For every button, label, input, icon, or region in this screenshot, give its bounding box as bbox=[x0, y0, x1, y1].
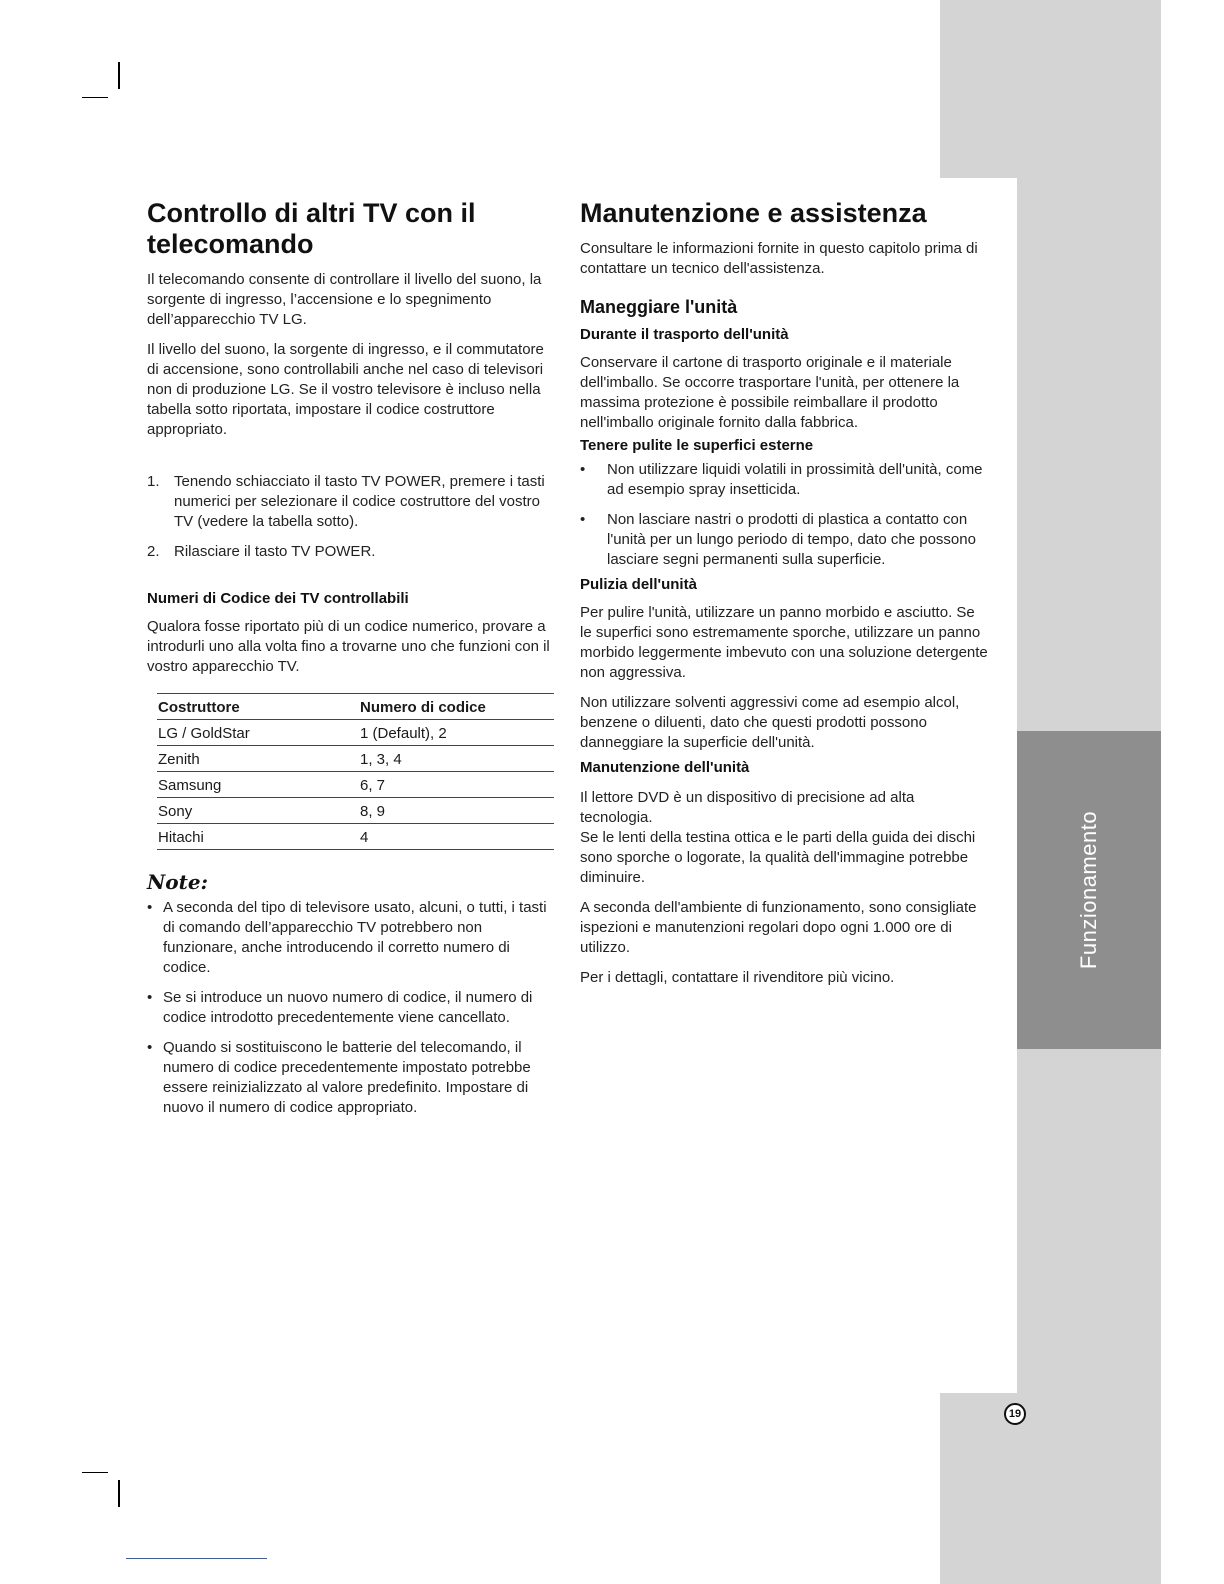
left-column bbox=[147, 198, 557, 1128]
maintenance-text-3: Per i dettagli, contattare il rivenditore più vicino. bbox=[580, 969, 895, 986]
table-header-manufacturer: Costruttore bbox=[157, 694, 359, 720]
table-row bbox=[157, 824, 554, 850]
bullet-icon: • bbox=[147, 1039, 153, 1056]
side-strip-bottom bbox=[940, 1393, 1161, 1584]
table-cell: Sony bbox=[157, 798, 359, 824]
crop-mark-bottom-horizontal bbox=[82, 1472, 108, 1473]
cleaning-text-2: Non utilizzare solventi aggressivi come ad esempio alcol, benzene o diluenti, dato che questi prodotti possono danneggiare la superficie dell'unità. bbox=[580, 694, 960, 751]
table-row bbox=[157, 746, 554, 772]
table-cell: 4 bbox=[359, 824, 554, 850]
table-cell: LG / GoldStar bbox=[157, 720, 359, 746]
crop-mark-bottom-vertical bbox=[118, 1480, 120, 1507]
crop-mark-top-horizontal bbox=[82, 97, 108, 98]
transport-text: Conservare il cartone di trasporto originale e il materiale dell'imballo. Se occorre trasportare l'unità, per ottenere la massima protezione è possibile reimballare il prodotto nell'imballo originale fornito dalla fabbrica. bbox=[580, 354, 960, 431]
handling-subtitle: Maneggiare l'unità bbox=[580, 297, 738, 317]
table-header-code: Numero di codice bbox=[359, 694, 554, 720]
maintenance-line-1: Il lettore DVD è un dispositivo di precisione ad alta tecnologia. bbox=[580, 789, 915, 826]
step-text: Tenendo schiacciato il tasto TV POWER, premere i tasti numerici per selezionare il codice costruttore del vostro TV (vedere la tabella sotto). bbox=[174, 473, 545, 530]
cleaning-text-1: Per pulire l'unità, utilizzare un panno morbido e asciutto. Se le superfici sono estremamente sporche, utilizzare un panno morbido leggermente imbevuto con una soluzione detergente non aggressiva. bbox=[580, 604, 988, 681]
table-cell: Samsung bbox=[157, 772, 359, 798]
table-cell: 6, 7 bbox=[359, 772, 554, 798]
table-cell: 1, 3, 4 bbox=[359, 746, 554, 772]
note-item bbox=[147, 1038, 557, 1118]
table-header-row bbox=[157, 694, 554, 720]
note-text: A seconda del tipo di televisore usato, alcuni, o tutti, i tasti di comando dell’apparecchio TV potrebbero non funzionare, anche introducendo il corretto numero di codice. bbox=[163, 899, 547, 976]
step-number: 1. bbox=[147, 473, 160, 490]
maintenance-text-1 bbox=[580, 788, 990, 888]
maintenance-heading: Manutenzione dell'unità bbox=[580, 759, 750, 776]
step-item bbox=[147, 472, 557, 532]
table-row bbox=[157, 772, 554, 798]
left-title: Controllo di altri TV con il telecomando bbox=[147, 198, 476, 259]
tv-codes-table bbox=[157, 693, 554, 850]
right-title: Manutenzione e assistenza bbox=[580, 198, 927, 228]
page-number: 19 bbox=[1004, 1403, 1026, 1425]
table-row bbox=[157, 720, 554, 746]
right-column bbox=[580, 198, 990, 998]
note-title: Note: bbox=[147, 870, 208, 894]
note-item bbox=[147, 898, 557, 978]
codes-intro: Qualora fosse riportato più di un codice numerico, provare a introdurli uno alla volta fino a trovarne uno che funzioni con il vostro apparecchio TV. bbox=[147, 618, 550, 675]
footer-rule bbox=[126, 1558, 267, 1559]
section-tab-label: Funzionamento bbox=[1076, 810, 1101, 970]
note-text: Se si introduce un nuovo numero di codice, il numero di codice introdotto precedentemente viene cancellato. bbox=[163, 989, 533, 1026]
bullet-icon: • bbox=[147, 899, 153, 916]
right-intro: Consultare le informazioni fornite in questo capitolo prima di contattare un tecnico dell'assistenza. bbox=[580, 240, 978, 277]
step-number: 2. bbox=[147, 543, 160, 560]
codes-heading: Numeri di Codice dei TV controllabili bbox=[147, 590, 409, 607]
section-tab bbox=[1017, 731, 1161, 1049]
transport-heading: Durante il trasporto dell'unità bbox=[580, 326, 789, 343]
maintenance-line-2: Se le lenti della testina ottica e le parti della guida dei dischi sono sporche o logorate, la qualità dell'immagine potrebbe diminuire. bbox=[580, 829, 976, 886]
surfaces-list bbox=[580, 460, 990, 570]
table-cell: 1 (Default), 2 bbox=[359, 720, 554, 746]
left-intro-1: Il telecomando consente di controllare il livello del suono, la sorgente di ingresso, l’accensione e lo spegnimento dell’apparecchio TV LG. bbox=[147, 271, 542, 328]
step-text: Rilasciare il tasto TV POWER. bbox=[174, 543, 376, 560]
step-item bbox=[147, 542, 557, 562]
bullet-icon: • bbox=[580, 461, 586, 478]
surfaces-text: Non utilizzare liquidi volatili in prossimità dell'unità, come ad esempio spray insetticida. bbox=[607, 461, 983, 498]
surfaces-text: Non lasciare nastri o prodotti di plastica a contatto con l'unità per un lungo periodo di tempo, dato che possono lasciare segni permanenti sulla superficie. bbox=[607, 511, 976, 568]
surfaces-heading: Tenere pulite le superfici esterne bbox=[580, 437, 814, 454]
bullet-icon: • bbox=[147, 989, 153, 1006]
table-row bbox=[157, 798, 554, 824]
note-text: Quando si sostituiscono le batterie del telecomando, il numero di codice precedentemente impostato potrebbe essere reinizializzato al valore predefinito. Impostare di nuovo il numero di codice appropriato. bbox=[163, 1039, 531, 1116]
cleaning-heading: Pulizia dell'unità bbox=[580, 576, 697, 593]
crop-mark-top-vertical bbox=[118, 62, 120, 89]
steps-list bbox=[147, 472, 557, 562]
table-cell: Hitachi bbox=[157, 824, 359, 850]
side-strip-top bbox=[940, 0, 1161, 178]
notes-list bbox=[147, 898, 557, 1118]
surfaces-item bbox=[580, 460, 990, 500]
maintenance-text-2: A seconda dell'ambiente di funzionamento, sono consigliate ispezioni e manutenzioni regolari dopo ogni 1.000 ore di utilizzo. bbox=[580, 899, 977, 956]
table-cell: Zenith bbox=[157, 746, 359, 772]
left-intro-2: Il livello del suono, la sorgente di ingresso, e il commutatore di accensione, sono controllabili anche nel caso di televisori non di produzione LG. Se il vostro televisore è incluso nella tabella sotto riportata, impostare il codice costruttore appropriato. bbox=[147, 341, 544, 438]
table-cell: 8, 9 bbox=[359, 798, 554, 824]
bullet-icon: • bbox=[580, 511, 586, 528]
surfaces-item bbox=[580, 510, 990, 570]
note-item bbox=[147, 988, 557, 1028]
